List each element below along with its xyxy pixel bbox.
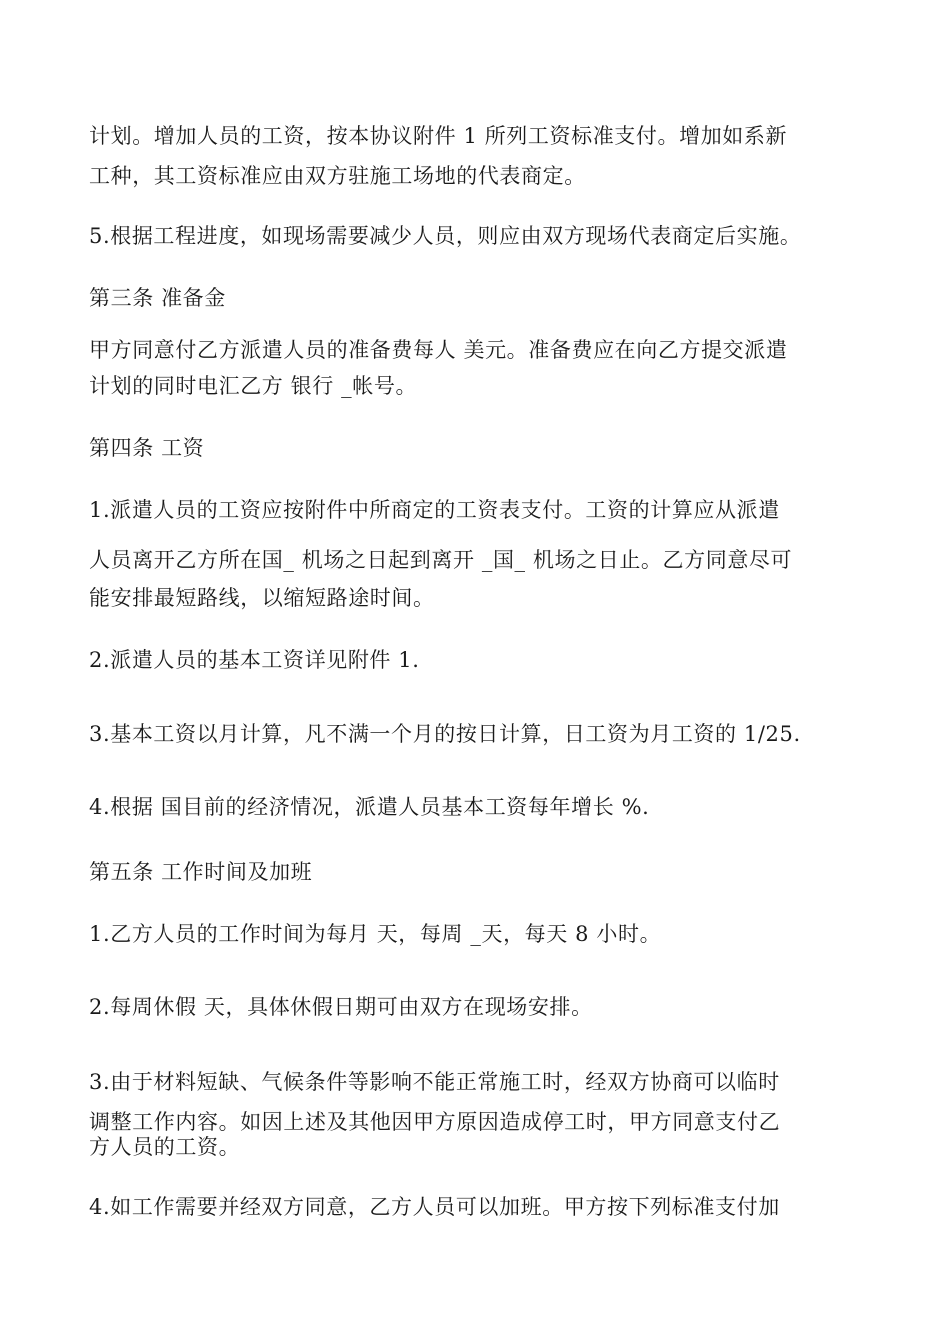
text-line: 3.基本工资以月计算，凡不满一个月的按日计算，日工资为月工资的 1/25. — [89, 722, 801, 746]
text-line: 工种，其工资标准应由双方驻施工场地的代表商定。 — [89, 164, 586, 188]
text-line: 方人员的工资。 — [89, 1135, 241, 1159]
text-line: 人员离开乙方所在国_ 机场之日起到离开 _国_ 机场之日止。乙方同意尽可 — [89, 548, 793, 572]
text-line: 计划。增加人员的工资，按本协议附件 1 所列工资标准支付。增加如系新 — [89, 124, 788, 148]
text-line: 能安排最短路线，以缩短路途时间。 — [89, 586, 435, 610]
text-line: 5.根据工程进度，如现场需要减少人员，则应由双方现场代表商定后实施。 — [89, 224, 802, 248]
text-line: 甲方同意付乙方派遣人员的准备费每人 美元。准备费应在向乙方提交派遣 — [89, 338, 788, 362]
text-line: 4.如工作需要并经双方同意，乙方人员可以加班。甲方按下列标准支付加 — [89, 1195, 780, 1219]
text-line: 2.每周休假 天，具体休假日期可由双方在现场安排。 — [89, 995, 593, 1019]
text-line: 3.由于材料短缺、气候条件等影响不能正常施工时，经双方协商可以临时 — [89, 1070, 780, 1094]
text-line: 2.派遣人员的基本工资详见附件 1. — [89, 648, 420, 672]
text-line: 1.派遣人员的工资应按附件中所商定的工资表支付。工资的计算应从派遣 — [89, 498, 780, 522]
section-heading: 第四条 工资 — [89, 436, 205, 460]
text-line: 调整工作内容。如因上述及其他因甲方原因造成停工时，甲方同意支付乙 — [89, 1110, 781, 1134]
section-heading: 第三条 准备金 — [89, 286, 226, 310]
text-line: 1.乙方人员的工作时间为每月 天，每周 _天，每天 8 小时。 — [89, 922, 662, 946]
section-heading: 第五条 工作时间及加班 — [89, 860, 313, 884]
text-line: 计划的同时电汇乙方 银行 _帐号。 — [89, 374, 418, 398]
text-line: 4.根据 国目前的经济情况，派遣人员基本工资每年增长 %. — [89, 795, 650, 819]
